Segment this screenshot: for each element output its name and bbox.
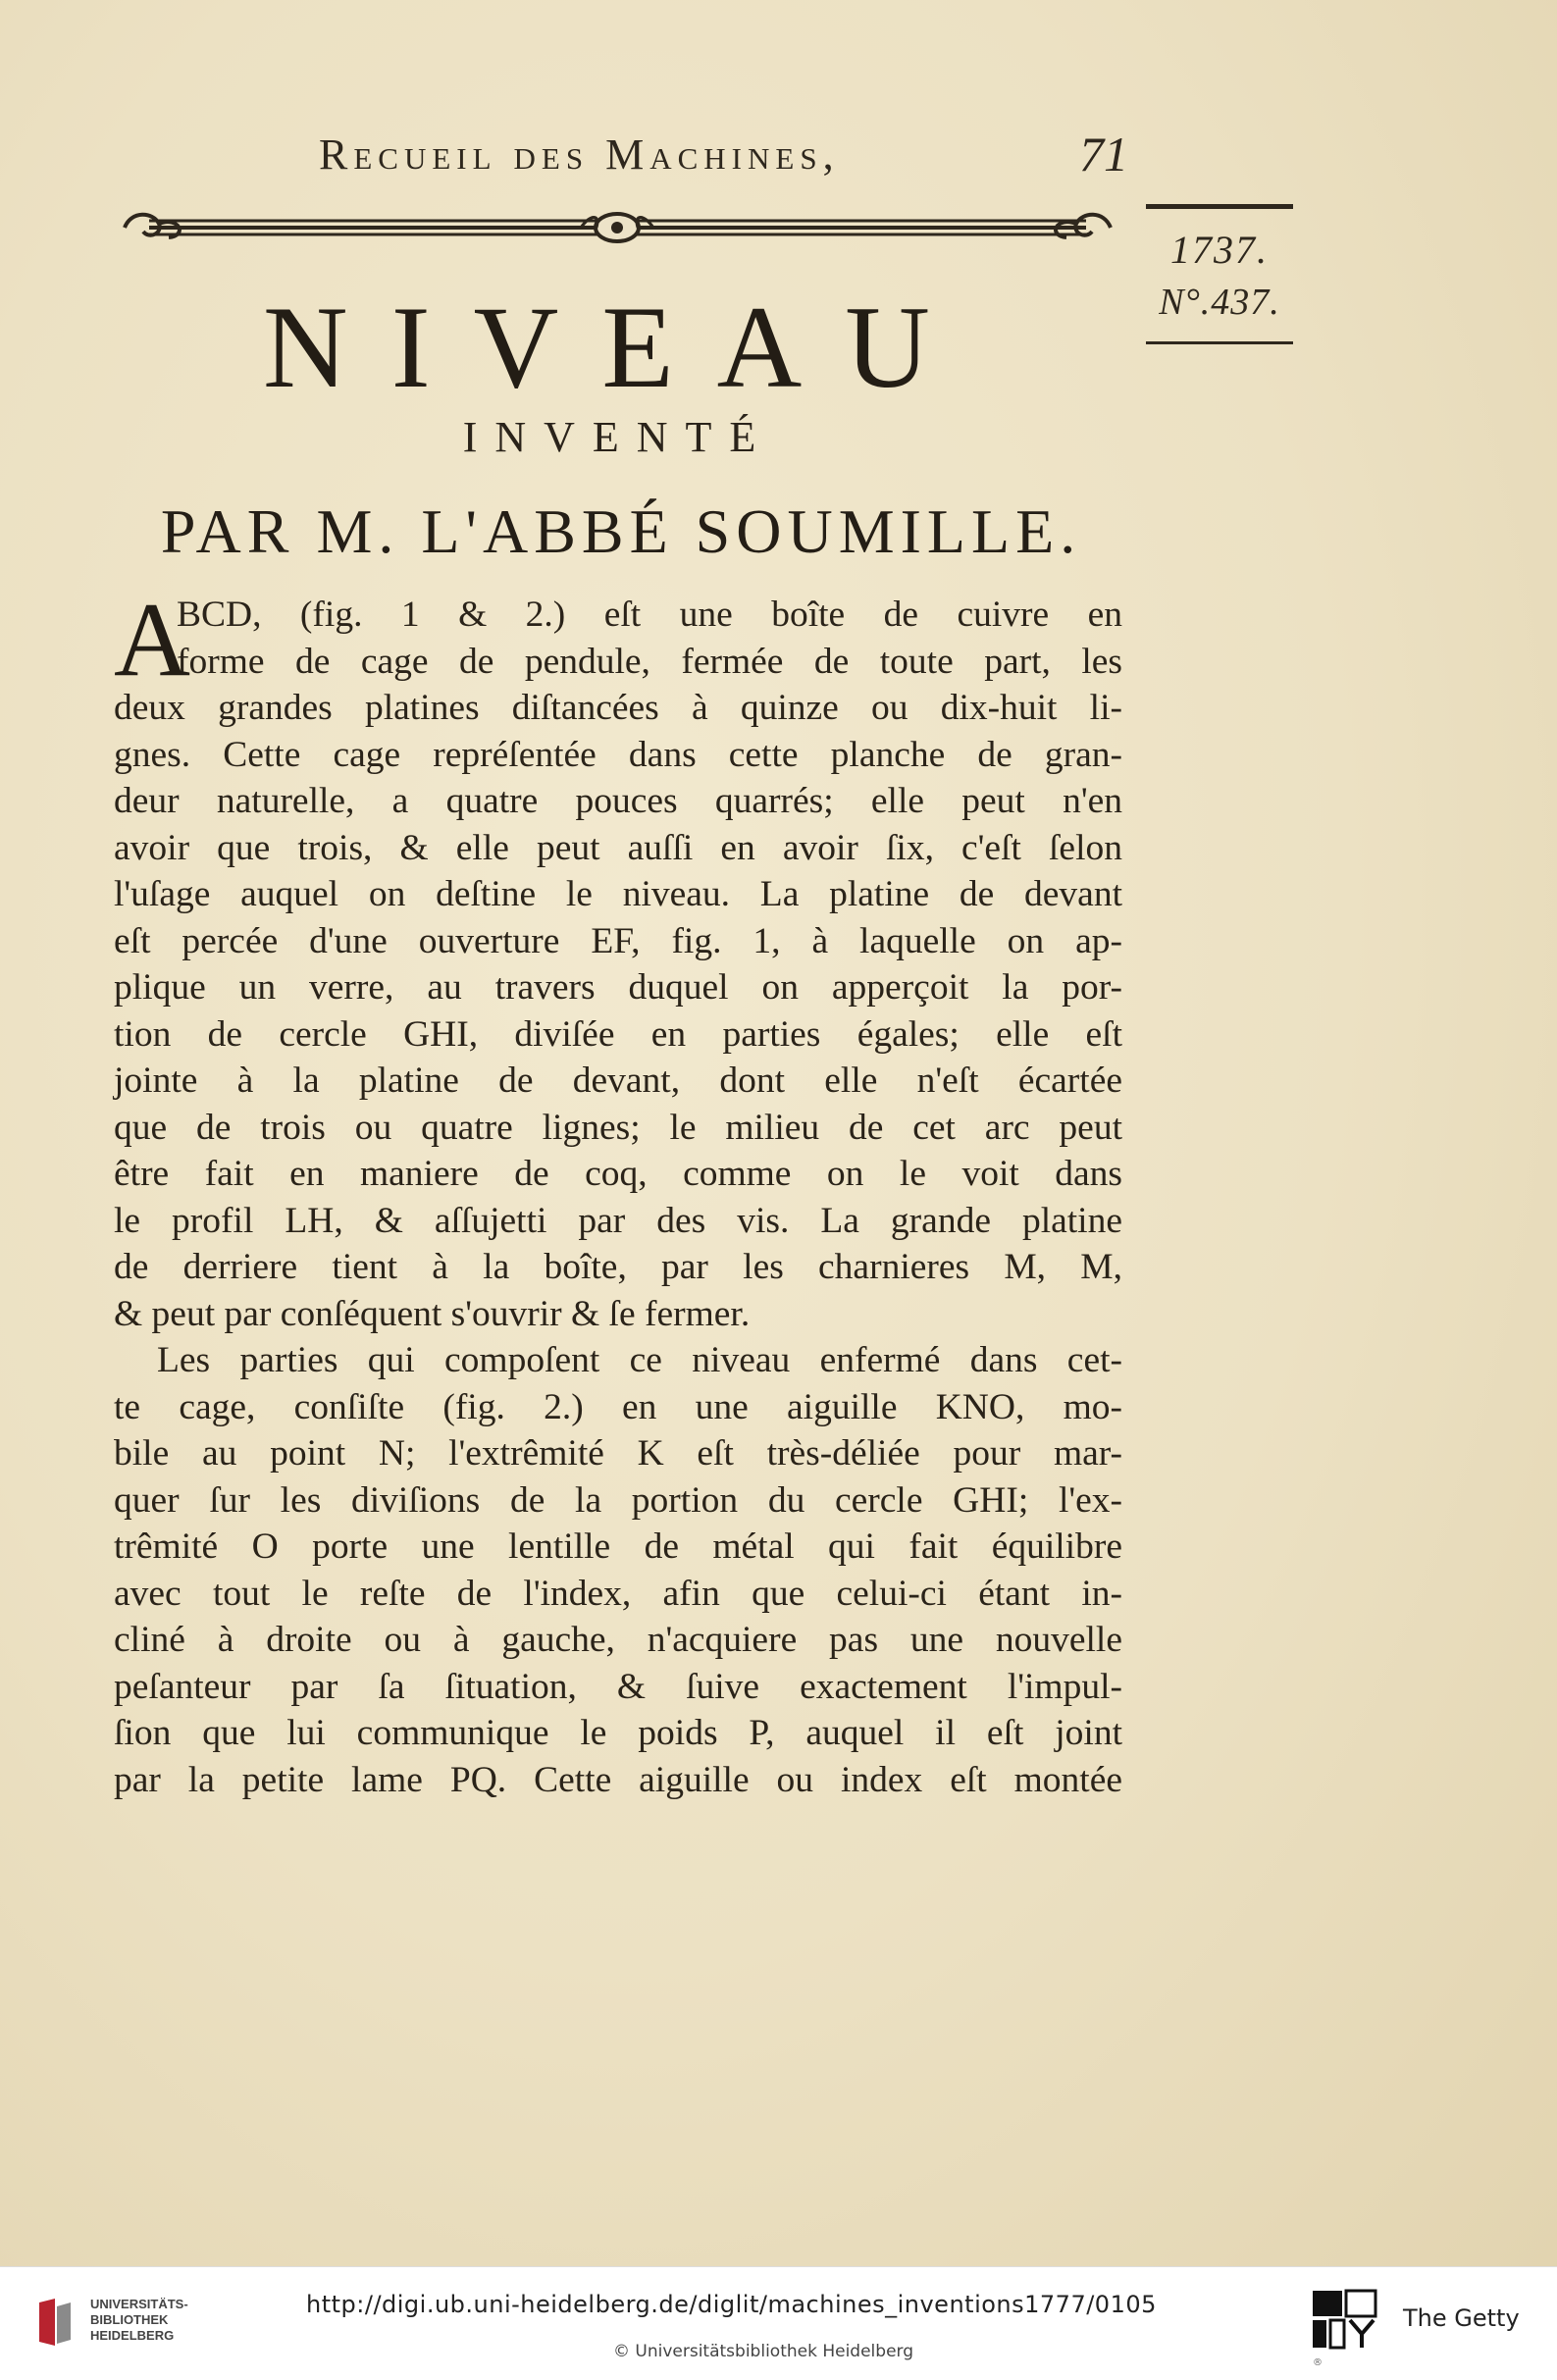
text-line: plique un verre, au travers duquel on apperçoit la por- xyxy=(114,967,1122,1008)
margin-rule-bottom xyxy=(1146,341,1293,344)
text-line: avec tout le reſte de l'index, afin que celui-ci étant in- xyxy=(114,1573,1122,1614)
viewer-footer xyxy=(0,2266,1557,2380)
text-line: bile au point N; l'extrêmité K eſt très-déliée pour mar- xyxy=(114,1433,1122,1474)
article-byline: PAR M. L'ABBÉ SOUMILLE. xyxy=(160,496,1082,566)
margin-number: N°.437. xyxy=(1159,282,1280,323)
text-line: gnes. Cette cage repréſentée dans cette planche de gran- xyxy=(114,734,1122,775)
ornamental-rule xyxy=(120,206,1116,249)
library-name-line: BIBLIOTHEK xyxy=(90,2312,169,2327)
text-line: être fait en maniere de coq, comme on le voit dans xyxy=(114,1154,1122,1194)
text-line: de derriere tient à la boîte, par les charnieres M, M, xyxy=(114,1247,1122,1287)
article-subtitle: INVENTÉ xyxy=(462,413,774,461)
running-head: Recueil des Machines, xyxy=(319,130,840,179)
drop-cap: A xyxy=(114,582,190,698)
permalink-url[interactable]: http://digi.ub.uni-heidelberg.de/diglit/machines_inventions1777/0105 xyxy=(306,2291,1157,2318)
text-line: BCD, (fig. 1 & 2.) eſt une boîte de cuivre en xyxy=(177,595,1122,635)
registered-mark: ® xyxy=(1313,2357,1323,2368)
text-line: & peut par conſéquent s'ouvrir & ſe fermer. xyxy=(114,1293,751,1334)
margin-year: 1737. xyxy=(1170,228,1269,272)
library-name-line: UNIVERSITÄTS- xyxy=(90,2297,188,2311)
text-line: trêmité O porte une lentille de métal qui fait équilibre xyxy=(114,1526,1122,1567)
university-library-logo-icon xyxy=(33,2297,77,2350)
body-text xyxy=(114,582,1122,1803)
university-library-name xyxy=(90,2297,188,2344)
page-number: 71 xyxy=(1079,127,1128,181)
text-line: deux grandes platines diſtancées à quinze ou dix-huit li- xyxy=(114,688,1122,728)
text-line: jointe à la platine de devant, dont elle n'eſt écartée xyxy=(114,1061,1122,1101)
text-line: par la petite lame PQ. Cette aiguille ou index eſt montée xyxy=(114,1759,1122,1800)
library-name-line: HEIDELBERG xyxy=(90,2328,175,2343)
margin-rule-top xyxy=(1146,204,1293,209)
text-line: avoir que trois, & elle peut auſſi en avoir ſix, c'eſt ſelon xyxy=(114,827,1122,868)
text-line: l'uſage auquel on deſtine le niveau. La platine de devant xyxy=(114,874,1122,914)
text-line: quer ſur les diviſions de la portion du cercle GHI; l'ex- xyxy=(114,1479,1122,1521)
text-line: cliné à droite ou à gauche, n'acquiere pas une nouvelle xyxy=(114,1620,1122,1660)
text-line: deur naturelle, a quatre pouces quarrés; elle peut n'en xyxy=(114,781,1122,821)
text-line: que de trois ou quatre lignes; le milieu de cet arc peut xyxy=(114,1107,1122,1148)
text-line: eſt percée d'une ouverture EF, fig. 1, à laquelle on ap- xyxy=(114,920,1122,961)
text-line: ſion que lui communique le poids P, auquel il eſt joint xyxy=(114,1713,1122,1753)
partner-name: The Getty xyxy=(1403,2304,1520,2332)
copyright-notice: © Universitätsbibliothek Heidelberg xyxy=(613,2342,914,2361)
getty-logo-icon xyxy=(1311,2289,1381,2352)
margin-note xyxy=(1146,204,1293,344)
text-line: forme de cage de pendule, fermée de toute part, les xyxy=(177,641,1122,682)
text-line: le profil LH, & aſſujetti par des vis. La grande platine xyxy=(114,1200,1122,1241)
text-line: te cage, conſiſte (fig. 2.) en une aiguille KNO, mo- xyxy=(114,1386,1122,1427)
text-line: tion de cercle GHI, diviſée en parties égales; elle eſt xyxy=(114,1013,1122,1055)
text-line: peſanteur par ſa ſituation, & ſuive exactement l'impul- xyxy=(114,1666,1122,1707)
article-title: NIVEAU xyxy=(263,282,973,412)
text-line: Les parties qui compoſent ce niveau enfermé dans cet- xyxy=(157,1340,1122,1380)
